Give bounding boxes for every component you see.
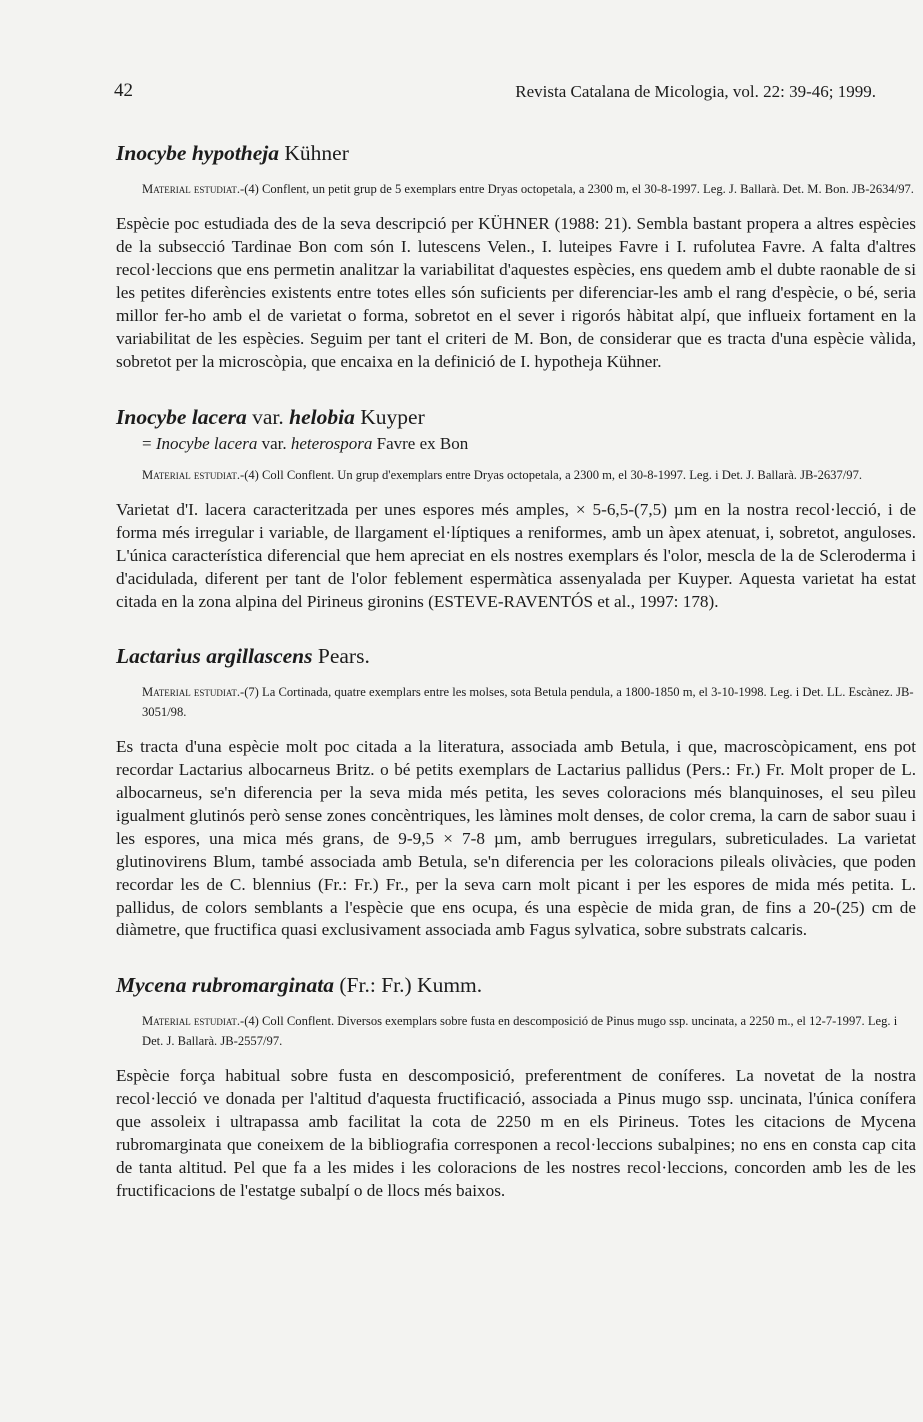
- species-section-mycena-rubromarginata: [116, 972, 916, 1202]
- synonym-line: [142, 434, 916, 454]
- species-heading: [116, 140, 916, 168]
- page-number: 42: [114, 80, 133, 101]
- material-text: -(4) Coll Conflent. Diversos exemplars sobre fusta en descomposició de Pinus mugo ssp. uncinata, a 2250 m., el 12-7-1997. Leg. i Det. J. Ballarà. JB-2557/97.: [142, 1014, 898, 1048]
- species-description: Espècie poc estudiada des de la seva descripció per KÜHNER (1988: 21). Sembla bastant propera a altres espècies de la subsecció Tardinae Bon com són I. lutescens Velen., I. luteipes Favre i I. rufolutea Favre. A falta d'altres recol·leccions que ens permetin analitzar la variabilitat d'aquestes espècies, ens quedem amb el dubte raonable de si les petites diferències existents entre totes elles són suficients per diferenciar-les amb el rang d'espècie, o bé, seria millor fer-ho amb el de varietat o forma, sobretot en el sever i rigorós hàbitat alpí, que influeix fortament en la variabilitat de les espècies. Seguim per tant el criteri de M. Bon, de considerar que es tracta d'una espècie vàlida, sobretot per la microscòpia, que encaixa en la definició de I. hypotheja Kühner.: [116, 214, 916, 371]
- material-text: -(7) La Cortinada, quatre exemplars entre les molses, sota Betula pendula, a 1800-1850 m, el 3-10-1998. Leg. i Det. LL. Escànez. JB-3051/98.: [142, 685, 914, 719]
- material-label: Material estudiat.: [142, 1014, 240, 1029]
- synonym-epithet: heterospora: [290, 433, 373, 453]
- variety-label: var.: [252, 404, 284, 429]
- material-label: Material estudiat.: [142, 685, 240, 700]
- synonym-prefix: =: [142, 433, 152, 453]
- synonym-author: Favre ex Bon: [376, 433, 469, 453]
- variety-name: helobia: [289, 404, 355, 429]
- species-heading: [116, 643, 916, 671]
- species-author: Kuyper: [360, 404, 425, 429]
- species-name: Mycena rubromarginata: [116, 973, 335, 998]
- species-author: (Fr.: Fr.) Kumm.: [339, 973, 483, 998]
- material-studied: [142, 180, 916, 200]
- species-description: Espècie força habitual sobre fusta en descomposició, preferentment de coníferes. La novetat de la nostra recol·lecció ve donada per l'altitud d'aquesta fructificació, associada a Pinus mugo ssp. uncinata, l'única conífera que assoleix i ultrapassa amb facilitat la cota de 2250 m en els Pirineus. Totes les citacions de Mycena rubromarginata que coneixem de la bibliografia corresponen a recol·leccions subalpines; no ens en consta cap cita de tanta altitud. Pel que fa a les mides i les coloracions de les nostres recol·leccions, concorden amb les de les fructificacions de l'estatge subalpí o de llocs més baixos.: [116, 1066, 916, 1200]
- material-label: Material estudiat.: [142, 181, 240, 196]
- material-studied: [142, 466, 916, 486]
- species-section-lactarius-argillascens: [116, 643, 916, 942]
- species-name: Lactarius argillascens: [116, 644, 313, 669]
- species-heading: [116, 972, 916, 1000]
- species-description: Varietat d'I. lacera caracteritzada per unes espores més amples, × 5-6,5-(7,5) µm en la nostra recol·lecció, i de forma més irregular i variable, de llargament el·líptiques a reniformes, amb un àpex atenuat, i, sobretot, anguloses. L'única característica diferencial que hem apreciat en els nostres exemplars és l'olor, mescla de la de Scleroderma i d'acidulada, diferent per tant de l'olor feblement espermàtica assenyalada per Kuyper. Aquesta varietat ha estat citada en la zona alpina del Pirineus gironins (ESTEVE-RAVENTÓS et al., 1997: 178).: [116, 500, 916, 611]
- article-body: [116, 140, 916, 1232]
- species-heading: [116, 404, 916, 432]
- synonym-var-label: var.: [261, 433, 287, 453]
- species-section-inocybe-hypotheja: [116, 140, 916, 374]
- species-name: Inocybe hypotheja: [116, 141, 280, 165]
- material-label: Material estudiat.: [142, 467, 240, 482]
- material-text: -(4) Coll Conflent. Un grup d'exemplars entre Dryas octopetala, a 2300 m, el 30-8-1997. Leg. i Det. J. Ballarà. JB-2637/97.: [240, 467, 863, 482]
- species-author: Pears.: [317, 644, 370, 669]
- synonym-name: Inocybe lacera: [155, 433, 258, 453]
- species-description: Es tracta d'una espècie molt poc citada a la literatura, associada amb Betula, i que, macroscòpicament, ens pot recordar Lactarius albocarneus Britz. o bé petits exemplars de Lactarius pallidus (Pers.: Fr.) Fr. Molt proper de L. albocarneus, se'n diferencia per la seva mida més petita, les seves coloracions més blanquinoses, el seu pìleu igualment glutinós però sense zones concèntriques, les làmines molt denses, de color crema, la carn de sabor suau i les espores, una mica més grans, de 9-9,5 × 7-8 µm, amb berrugues irregulars, subreticulades. La varietat glutinovirens Blum, també associada amb Betula, se'n diferencia per les coloracions pileals olivàcies, que poden recordar les de C. blennius (Fr.: Fr.) Fr., per la seva carn molt picant i per les espores de mida més petita. L. pallidus, de colors semblants a l'espècie que ens ocupa, és una espècie de mida gran, de fins a 20-(25) cm de diàmetre, que fructifica quasi exclusivament associada amb Fagus sylvatica, sobre substrats calcaris.: [116, 737, 916, 940]
- species-name: Inocybe lacera: [116, 404, 247, 429]
- material-studied: [142, 683, 916, 722]
- material-studied: [142, 1012, 916, 1051]
- journal-citation: Revista Catalana de Micologia, vol. 22: 39-46; 1999.: [515, 82, 876, 101]
- species-author: Kühner: [284, 141, 349, 165]
- material-text: -(4) Conflent, un petit grup de 5 exemplars entre Dryas octopetala, a 2300 m, el 30-8-1997. Leg. J. Ballarà. Det. M. Bon. JB-2634/97.: [240, 181, 914, 196]
- species-section-inocybe-lacera: [116, 404, 916, 614]
